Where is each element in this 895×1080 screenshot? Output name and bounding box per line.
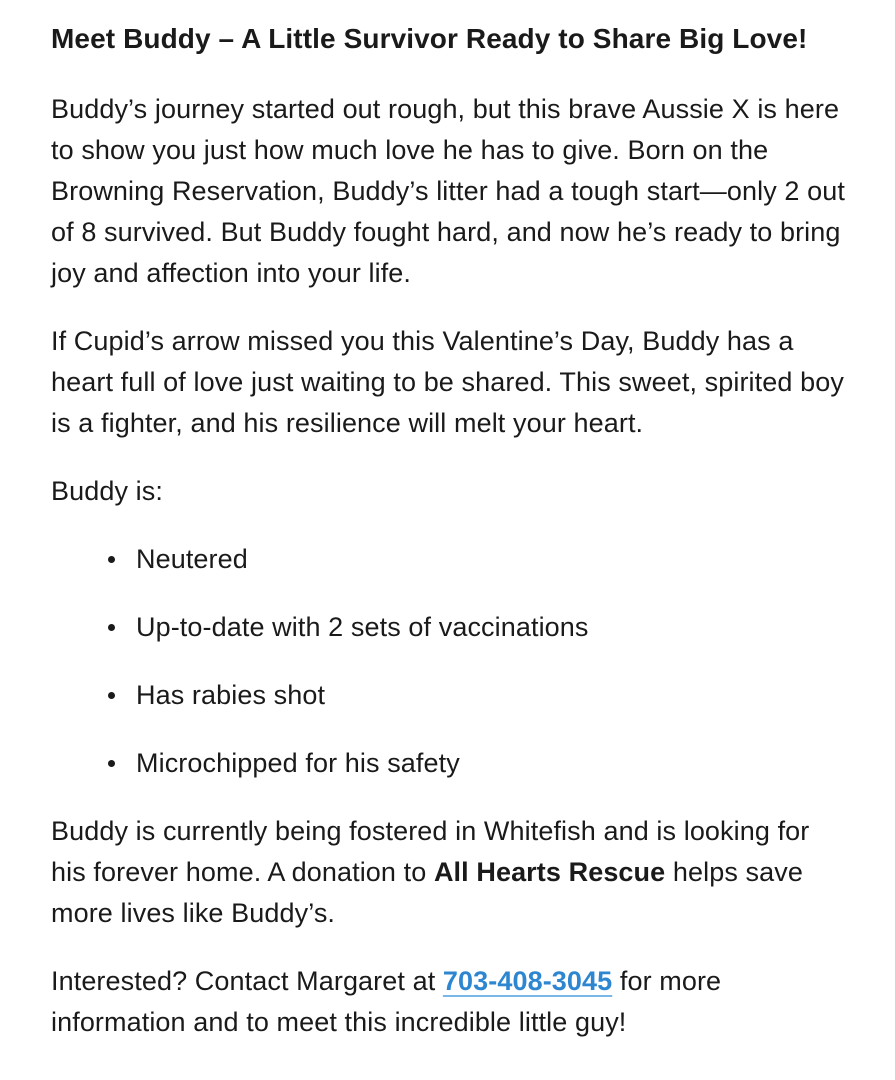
valentine-paragraph: If Cupid’s arrow missed you this Valentine’s Day, Buddy has a heart full of love just waiting to be shared. This sweet, spirited boy is a fighter, and his resilience will melt your heart. [51,326,844,438]
foster-paragraph [51,811,851,934]
text-segment: Buddy is currently being fostered in Whitefish and is looking for his forever home. A donation to [51,816,810,887]
list-intro: Buddy is: [51,476,163,506]
bullet-list [51,539,851,784]
text-segment: helps save more lives like Buddy’s. [51,857,803,928]
list-item: Neutered [51,539,851,580]
page-title: Meet Buddy – A Little Survivor Ready to Share Big Love! [51,23,808,54]
list-item: Has rabies shot [51,675,851,716]
bold-text: All Hearts Rescue [433,857,666,887]
phone-link[interactable]: 703-408-3045 [442,966,613,996]
contact-paragraph [51,961,851,1043]
list-item: Microchipped for his safety [51,743,851,784]
intro-paragraph: Buddy’s journey started out rough, but this brave Aussie X is here to show you just how much love he has to give. Born on the Browning Reservation, Buddy’s litter had a tough start—only 2 out of 8 survived. But Buddy fought hard, and now he’s ready to bring joy and affection into your life. [51,94,845,288]
text-segment: for more information and to meet this incredible little guy! [51,966,722,1037]
text-segment: Interested? Contact Margaret at [51,966,443,996]
list-item: Up-to-date with 2 sets of vaccinations [51,607,851,648]
